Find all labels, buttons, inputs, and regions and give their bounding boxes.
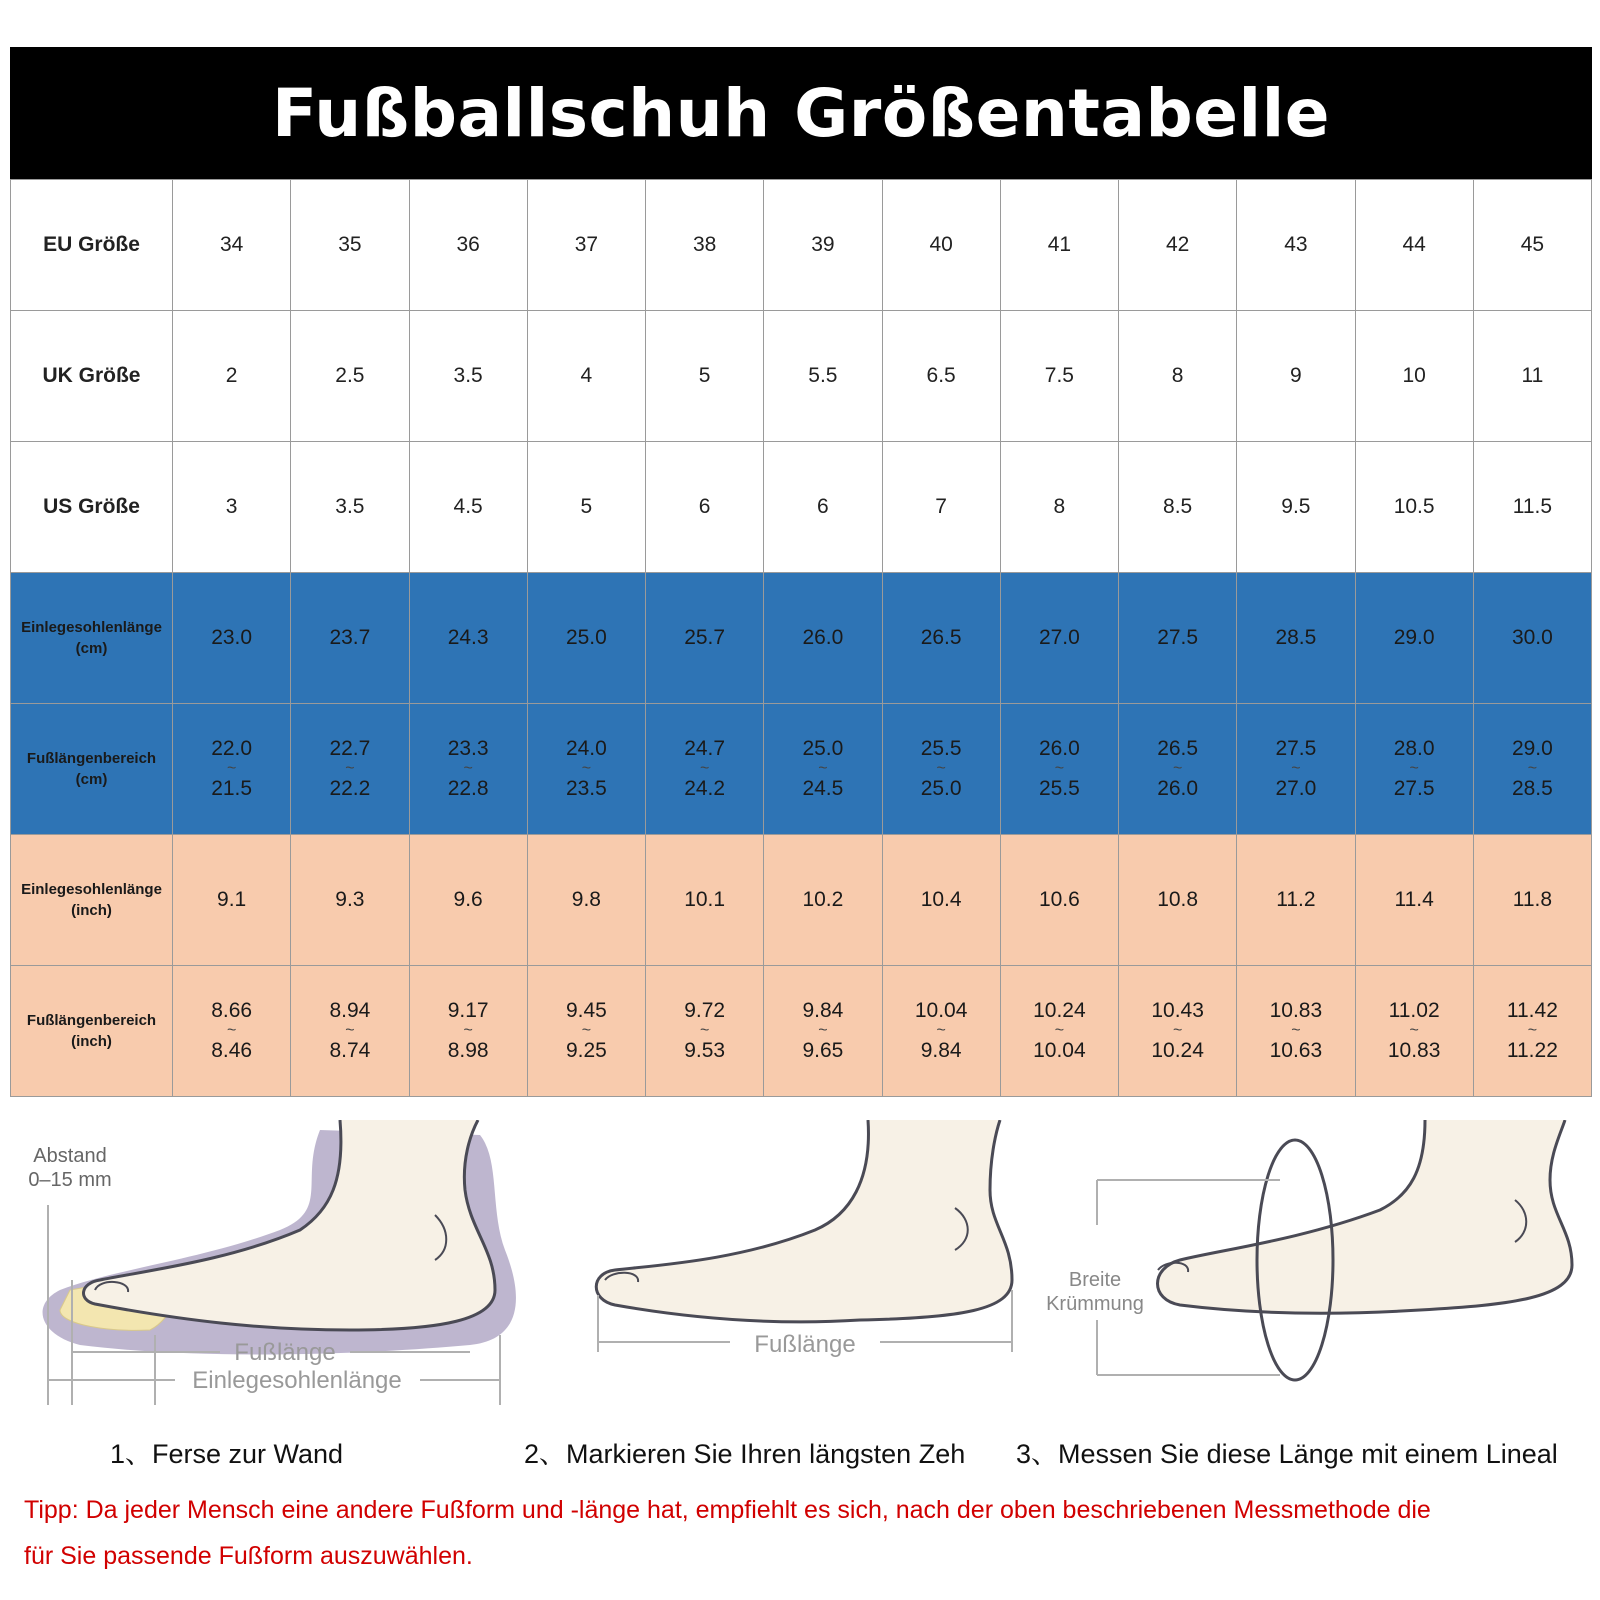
table-cell — [1355, 704, 1473, 835]
range-separator: ~ — [226, 1022, 237, 1039]
table-cell — [1355, 966, 1473, 1097]
table-cell: 8.5 — [1119, 442, 1237, 573]
table-cell — [764, 704, 882, 835]
table-cell: 38 — [646, 180, 764, 311]
table-cell: 37 — [527, 180, 645, 311]
range-lower: 25.5 — [1038, 777, 1080, 800]
table-cell: 40 — [882, 180, 1000, 311]
table-cell: 23.0 — [173, 573, 291, 704]
table-cell: 35 — [291, 180, 409, 311]
range-separator: ~ — [699, 1022, 710, 1039]
table-cell: 3.5 — [291, 442, 409, 573]
row-label — [11, 311, 173, 442]
table-cell: 45 — [1473, 180, 1591, 311]
range-separator: ~ — [1527, 760, 1538, 777]
table-cell: 5 — [646, 311, 764, 442]
range-lower: 8.74 — [329, 1039, 371, 1062]
kruemmung-label: Krümmung — [1046, 1293, 1144, 1315]
abstand-value-label: 0–15 mm — [28, 1169, 112, 1191]
range-separator: ~ — [345, 760, 355, 777]
range-upper: 9.72 — [684, 999, 726, 1022]
table-cell — [1473, 966, 1591, 1097]
table-cell — [1119, 704, 1237, 835]
range-lower: 28.5 — [1511, 777, 1553, 800]
range-separator: ~ — [1291, 1022, 1301, 1039]
table-cell: 11.2 — [1237, 835, 1355, 966]
table-cell: 10.2 — [764, 835, 882, 966]
range-separator: ~ — [1409, 760, 1419, 777]
table-cell: 26.5 — [882, 573, 1000, 704]
size-table — [10, 179, 1592, 1097]
row-label-line: (cm) — [75, 771, 108, 788]
range-lower: 9.84 — [920, 1039, 962, 1062]
range-upper: 11.02 — [1388, 999, 1440, 1022]
range-lower: 23.5 — [565, 777, 607, 800]
table-cell: 9.1 — [173, 835, 291, 966]
range-separator: ~ — [581, 1022, 592, 1039]
table-cell: 10.5 — [1355, 442, 1473, 573]
row-label-line: EU Größe — [43, 233, 140, 256]
table-cell — [1119, 966, 1237, 1097]
table-row — [11, 966, 1592, 1097]
range-lower: 27.5 — [1393, 777, 1435, 800]
row-label — [11, 835, 173, 966]
range-upper: 22.0 — [211, 737, 253, 760]
table-cell: 25.7 — [646, 573, 764, 704]
range-upper: 24.0 — [565, 737, 607, 760]
range-lower: 8.46 — [211, 1039, 253, 1062]
table-cell: 4 — [527, 311, 645, 442]
range-lower: 10.63 — [1269, 1039, 1323, 1062]
range-separator: ~ — [226, 760, 237, 777]
row-label-line: UK Größe — [42, 364, 141, 387]
table-cell: 10.8 — [1119, 835, 1237, 966]
row-label-line: US Größe — [43, 495, 140, 518]
foot-in-shoe-illustration — [28, 1120, 516, 1405]
row-label-line: Fußlängenbereich — [26, 1012, 157, 1029]
table-cell: 8 — [1000, 442, 1118, 573]
range-lower: 11.22 — [1506, 1039, 1558, 1062]
row-label-line: Einlegesohlenlänge — [21, 881, 162, 898]
range-lower: 10.83 — [1387, 1039, 1441, 1062]
row-label — [11, 442, 173, 573]
table-cell: 2.5 — [291, 311, 409, 442]
range-upper: 9.17 — [447, 999, 489, 1022]
row-label — [11, 180, 173, 311]
table-cell: 23.7 — [291, 573, 409, 704]
table-cell: 36 — [409, 180, 527, 311]
range-upper: 22.7 — [329, 737, 371, 760]
row-label-line: Fußlängenbereich — [26, 750, 157, 767]
table-cell — [173, 704, 291, 835]
range-lower: 25.0 — [920, 777, 962, 800]
range-separator: ~ — [1291, 760, 1301, 777]
table-cell: 39 — [764, 180, 882, 311]
range-upper: 10.04 — [914, 999, 968, 1022]
range-separator: ~ — [818, 760, 828, 777]
range-separator: ~ — [1054, 1022, 1065, 1039]
range-upper: 24.7 — [684, 737, 726, 760]
range-separator: ~ — [1527, 1022, 1538, 1039]
table-cell: 4.5 — [409, 442, 527, 573]
title-banner — [10, 47, 1592, 179]
table-cell: 34 — [173, 180, 291, 311]
table-cell: 43 — [1237, 180, 1355, 311]
table-cell: 6 — [764, 442, 882, 573]
table-cell — [291, 704, 409, 835]
row-label — [11, 966, 173, 1097]
range-upper: 10.83 — [1269, 999, 1323, 1022]
table-cell — [1237, 704, 1355, 835]
foot-illustration — [596, 1120, 1012, 1358]
range-upper: 9.84 — [802, 999, 844, 1022]
table-cell: 9.8 — [527, 835, 645, 966]
range-separator: ~ — [1172, 760, 1183, 777]
table-row — [11, 442, 1592, 573]
table-cell — [409, 966, 527, 1097]
table-cell: 10.1 — [646, 835, 764, 966]
table-cell: 25.0 — [527, 573, 645, 704]
foot-width-illustration — [1046, 1120, 1572, 1380]
range-separator: ~ — [936, 760, 946, 777]
table-cell: 10.4 — [882, 835, 1000, 966]
table-cell: 29.0 — [1355, 573, 1473, 704]
table-row — [11, 704, 1592, 835]
table-cell — [1473, 704, 1591, 835]
range-separator: ~ — [581, 760, 592, 777]
table-cell — [882, 966, 1000, 1097]
table-row — [11, 835, 1592, 966]
table-cell — [409, 704, 527, 835]
range-lower: 10.04 — [1033, 1039, 1086, 1062]
range-separator: ~ — [1172, 1022, 1183, 1039]
fusslaenge-label-1: Fußlänge — [234, 1339, 336, 1366]
range-lower: 26.0 — [1157, 777, 1199, 800]
table-row — [11, 180, 1592, 311]
range-lower: 27.0 — [1275, 777, 1317, 800]
range-separator: ~ — [818, 1022, 828, 1039]
table-cell: 27.0 — [1000, 573, 1118, 704]
table-cell: 30.0 — [1473, 573, 1591, 704]
table-cell: 7.5 — [1000, 311, 1118, 442]
table-row — [11, 573, 1592, 704]
table-cell — [1000, 966, 1118, 1097]
table-row — [11, 311, 1592, 442]
table-cell: 8 — [1119, 311, 1237, 442]
row-label-line: (inch) — [71, 902, 112, 919]
step-3: 3、Messen Sie diese Länge mit einem Lineal — [1016, 1439, 1558, 1469]
range-lower: 10.24 — [1151, 1039, 1204, 1062]
table-cell — [1000, 704, 1118, 835]
step-2: 2、Markieren Sie Ihren längsten Zeh — [524, 1439, 966, 1469]
range-upper: 10.43 — [1151, 999, 1204, 1022]
range-lower: 24.5 — [802, 777, 844, 800]
table-cell — [527, 704, 645, 835]
table-cell: 9.3 — [291, 835, 409, 966]
range-upper: 8.66 — [211, 999, 253, 1022]
range-lower: 8.98 — [447, 1039, 489, 1062]
range-lower: 24.2 — [684, 777, 726, 800]
row-label-line: (cm) — [75, 640, 108, 657]
table-cell: 9.5 — [1237, 442, 1355, 573]
table-cell: 10.6 — [1000, 835, 1118, 966]
table-cell: 2 — [173, 311, 291, 442]
table-cell: 44 — [1355, 180, 1473, 311]
table-cell — [764, 966, 882, 1097]
table-cell: 42 — [1119, 180, 1237, 311]
range-upper: 27.5 — [1275, 737, 1317, 760]
tip-text — [24, 1487, 1584, 1579]
table-cell — [291, 966, 409, 1097]
table-cell: 26.0 — [764, 573, 882, 704]
range-lower: 9.65 — [802, 1039, 844, 1062]
page-title: Fußballschuh Größentabelle — [271, 74, 1330, 152]
range-lower: 21.5 — [211, 777, 253, 800]
table-cell: 6.5 — [882, 311, 1000, 442]
range-separator: ~ — [699, 760, 710, 777]
table-cell: 3.5 — [409, 311, 527, 442]
table-cell: 9 — [1237, 311, 1355, 442]
step-1: 1、Ferse zur Wand — [110, 1439, 344, 1469]
range-upper: 10.24 — [1033, 999, 1086, 1022]
range-upper: 9.45 — [565, 999, 607, 1022]
row-label — [11, 573, 173, 704]
tip-line-2: für Sie passende Fußform auszuwählen. — [24, 1542, 473, 1570]
table-cell: 9.6 — [409, 835, 527, 966]
table-cell: 28.5 — [1237, 573, 1355, 704]
breite-label: Breite — [1068, 1269, 1122, 1291]
table-cell: 7 — [882, 442, 1000, 573]
table-cell: 27.5 — [1119, 573, 1237, 704]
range-separator: ~ — [463, 760, 473, 777]
row-label-line: (inch) — [71, 1033, 112, 1050]
range-upper: 23.3 — [447, 737, 489, 760]
range-upper: 25.5 — [920, 737, 962, 760]
table-cell: 6 — [646, 442, 764, 573]
row-label-line: Einlegesohlenlänge — [21, 619, 162, 636]
table-cell: 10 — [1355, 311, 1473, 442]
fusslaenge-label-2: Fußlänge — [754, 1331, 856, 1358]
tip-line-1: Tipp: Da jeder Mensch eine andere Fußform und -länge hat, empfiehlt es sich, nach der oben beschriebenen Messmethode die — [24, 1496, 1431, 1524]
table-cell: 11.5 — [1473, 442, 1591, 573]
range-upper: 26.0 — [1038, 737, 1080, 760]
range-separator: ~ — [1409, 1022, 1419, 1039]
table-cell — [1237, 966, 1355, 1097]
abstand-label: Abstand — [33, 1145, 107, 1167]
table-cell: 24.3 — [409, 573, 527, 704]
range-lower: 22.2 — [329, 777, 371, 800]
table-cell — [527, 966, 645, 1097]
range-lower: 22.8 — [447, 777, 489, 800]
range-upper: 29.0 — [1511, 737, 1553, 760]
table-cell: 11 — [1473, 311, 1591, 442]
einlegesohlenlaenge-label: Einlegesohlenlänge — [192, 1367, 402, 1394]
table-cell: 5.5 — [764, 311, 882, 442]
range-lower: 9.53 — [684, 1039, 726, 1062]
range-separator: ~ — [1054, 760, 1065, 777]
range-separator: ~ — [936, 1022, 946, 1039]
range-upper: 28.0 — [1393, 737, 1435, 760]
table-cell: 41 — [1000, 180, 1118, 311]
range-upper: 8.94 — [329, 999, 371, 1022]
range-upper: 25.0 — [802, 737, 844, 760]
range-separator: ~ — [463, 1022, 473, 1039]
table-cell: 11.8 — [1473, 835, 1591, 966]
row-label — [11, 704, 173, 835]
table-cell — [646, 966, 764, 1097]
table-cell: 5 — [527, 442, 645, 573]
table-cell: 11.4 — [1355, 835, 1473, 966]
table-cell — [646, 704, 764, 835]
table-cell — [173, 966, 291, 1097]
range-separator: ~ — [345, 1022, 355, 1039]
measurement-illustrations — [0, 1120, 1600, 1420]
range-upper: 26.5 — [1157, 737, 1199, 760]
range-lower: 9.25 — [565, 1039, 607, 1062]
table-cell — [882, 704, 1000, 835]
table-cell: 3 — [173, 442, 291, 573]
range-upper: 11.42 — [1506, 999, 1558, 1022]
